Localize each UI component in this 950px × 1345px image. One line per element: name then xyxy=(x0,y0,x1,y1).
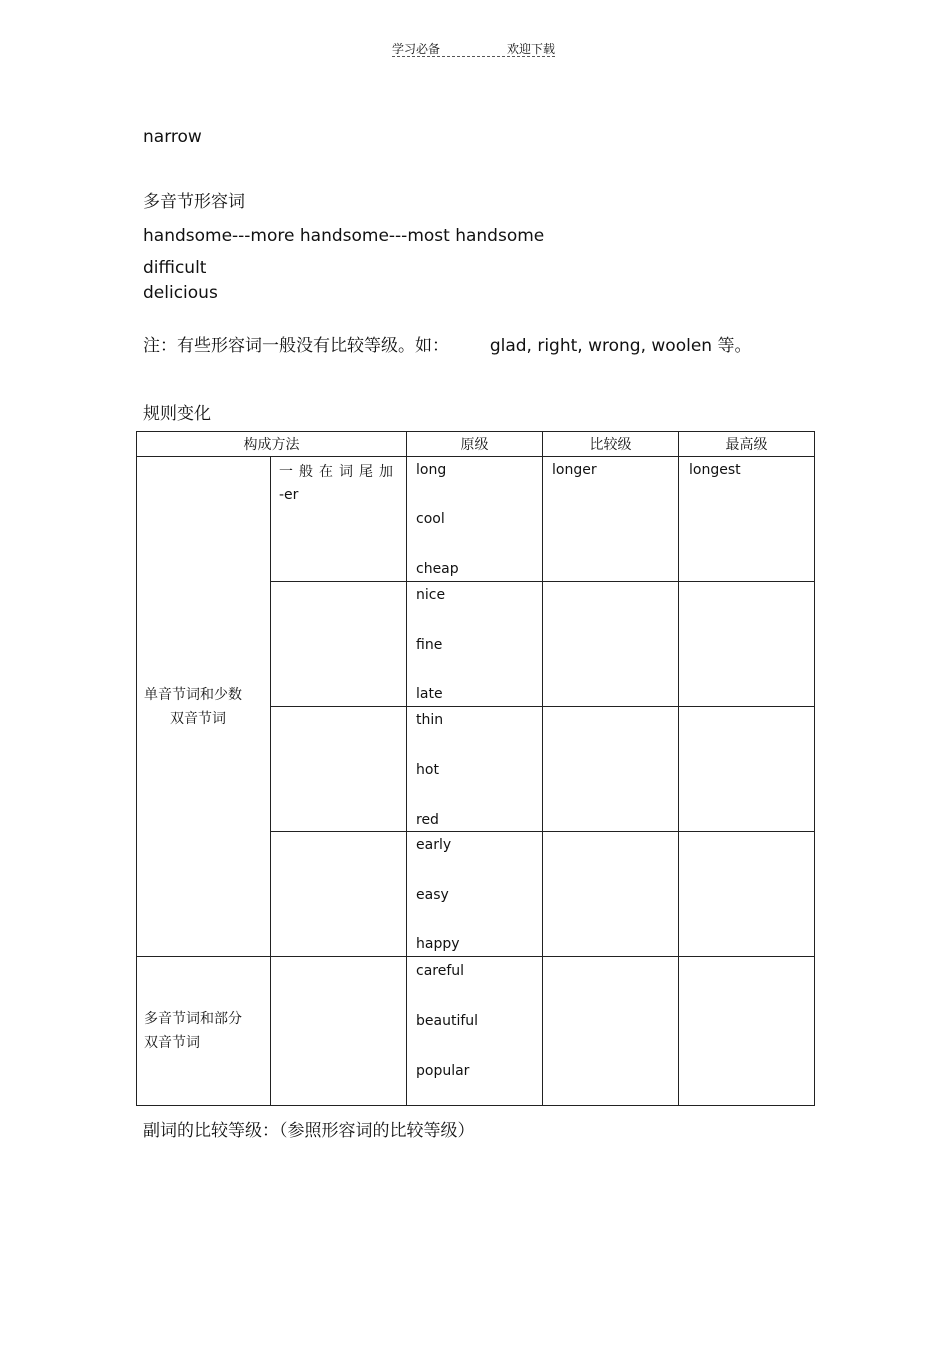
base-word: hot xyxy=(416,762,439,778)
group-label-polysyllable xyxy=(137,957,271,1106)
base-word: cool xyxy=(416,511,445,527)
base-word: red xyxy=(416,812,439,828)
table-header-row xyxy=(137,432,815,457)
base-cell xyxy=(407,832,543,957)
superlative-cell xyxy=(679,832,815,957)
superlative-word: longest xyxy=(689,462,741,478)
base-word: long xyxy=(416,462,447,478)
example-handsome: handsome---more handsome---most handsome xyxy=(143,226,545,246)
superlative-cell xyxy=(679,707,815,832)
base-word: late xyxy=(416,686,443,702)
section-title-multisyllable: 多音节形容词 xyxy=(143,192,245,212)
header-left-text: 学习必备 xyxy=(392,42,441,56)
rule-cell xyxy=(271,582,407,707)
rule-text: -er xyxy=(279,487,299,503)
rule-text: 一般在词尾加 xyxy=(279,464,399,480)
base-word: nice xyxy=(416,587,446,603)
header-comparative: 比较级 xyxy=(543,432,679,457)
note-examples: glad, right, wrong, woolen 等。 xyxy=(489,336,752,356)
base-word: easy xyxy=(416,887,449,903)
page-header xyxy=(392,40,555,57)
group-label-line: 双音节词 xyxy=(144,1035,200,1051)
base-word: early xyxy=(416,837,452,853)
comparison-rules-table xyxy=(136,431,815,1106)
word-delicious: delicious xyxy=(143,283,218,303)
comparative-cell xyxy=(543,832,679,957)
rule-cell xyxy=(271,707,407,832)
base-word: fine xyxy=(416,637,443,653)
base-cell xyxy=(407,957,543,1106)
base-word: happy xyxy=(416,936,460,952)
superlative-cell xyxy=(679,957,815,1106)
comparative-word: longer xyxy=(552,462,597,478)
base-cell xyxy=(407,457,543,582)
base-word: cheap xyxy=(416,561,459,577)
base-word: thin xyxy=(416,712,444,728)
comparative-cell xyxy=(543,957,679,1106)
base-cell xyxy=(407,707,543,832)
table-row xyxy=(137,957,815,1106)
rule-cell xyxy=(271,957,407,1106)
superlative-cell xyxy=(679,457,815,582)
comparative-cell xyxy=(543,582,679,707)
group-label-line: 多音节词和部分 xyxy=(144,1011,242,1027)
header-base: 原级 xyxy=(407,432,543,457)
base-cell xyxy=(407,582,543,707)
word-narrow: narrow xyxy=(143,127,202,147)
rule-cell xyxy=(271,832,407,957)
base-word: beautiful xyxy=(416,1013,479,1029)
rule-cell xyxy=(271,457,407,582)
base-word: popular xyxy=(416,1063,470,1079)
table-row xyxy=(137,457,815,582)
word-difficult: difficult xyxy=(143,258,207,278)
group-label-line: 单音节词和少数 xyxy=(144,686,242,703)
comparative-cell xyxy=(543,707,679,832)
note-text xyxy=(143,331,751,356)
superlative-cell xyxy=(679,582,815,707)
header-method: 构成方法 xyxy=(137,432,407,457)
group-label-line: 双音节词 xyxy=(170,710,226,727)
group-label-monosyllable xyxy=(137,457,271,957)
adverb-note: 副词的比较等级：（参照形容词的比较等级） xyxy=(143,1121,475,1141)
comparative-cell xyxy=(543,457,679,582)
base-word: careful xyxy=(416,963,465,979)
header-superlative: 最高级 xyxy=(679,432,815,457)
section-title-regular: 规则变化 xyxy=(143,404,211,424)
header-right-text: 欢迎下载 xyxy=(506,42,555,56)
note-chinese: 注：有些形容词一般没有比较等级。如： xyxy=(143,336,449,356)
